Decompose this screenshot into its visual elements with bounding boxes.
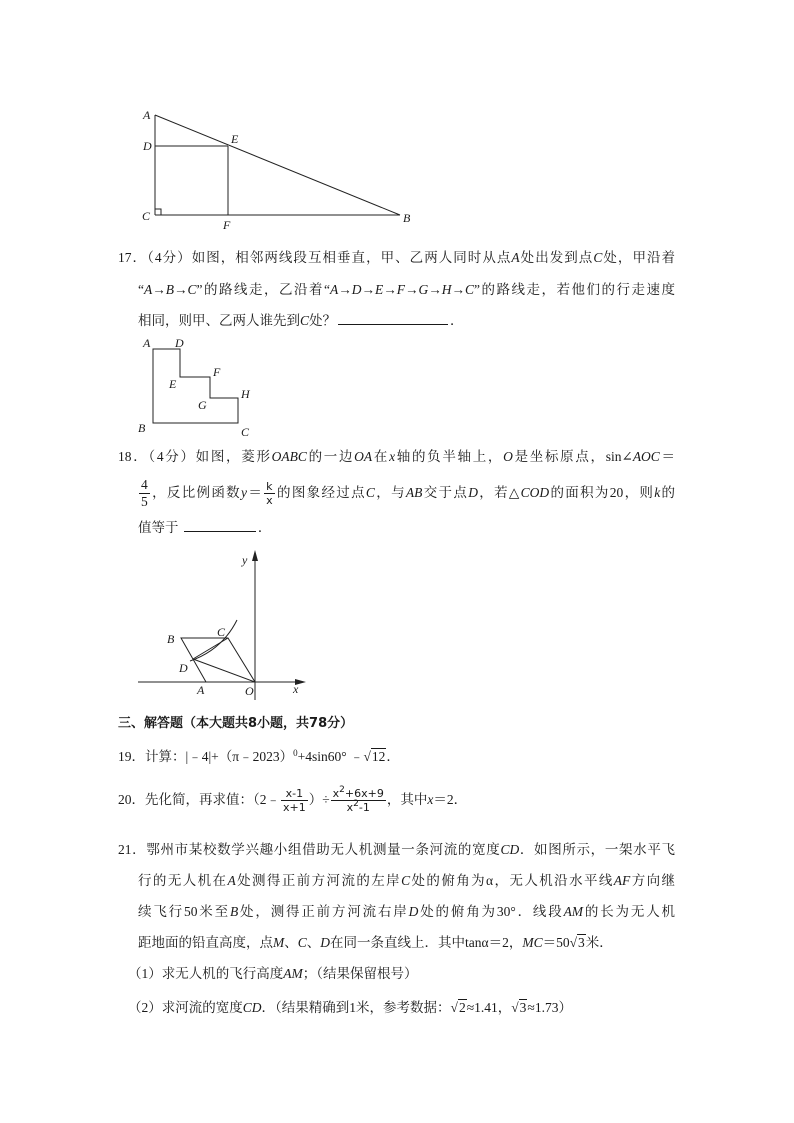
q20-line	[118, 787, 675, 814]
text: ”的路线走，乙沿着“	[196, 282, 330, 297]
text: ．（结果精确到1米，参考数据：	[261, 1000, 451, 1015]
text: 的一边	[306, 449, 355, 464]
text: ≈1.73）	[527, 1000, 572, 1015]
text: 值等于	[138, 520, 182, 535]
segment-do	[193, 659, 255, 682]
text: 方向继	[630, 873, 676, 888]
text: ，其中	[386, 791, 428, 807]
text: 处的俯角为30°．线段	[418, 904, 564, 919]
answer-blank	[338, 324, 448, 325]
q21-line-1	[118, 840, 675, 860]
text: +4sin60° ﹣	[297, 749, 364, 764]
math-var: C	[297, 935, 307, 950]
text: ，与	[374, 484, 406, 500]
label-point-h: H	[241, 387, 250, 401]
text: ）÷	[308, 791, 330, 807]
text: （1）求无人机的飞行高度	[128, 966, 284, 981]
math-var: k	[654, 484, 661, 500]
right-angle-mark	[155, 209, 161, 215]
math-var: AM	[563, 904, 584, 919]
math-var: AM	[283, 966, 303, 981]
text: 米．	[585, 935, 613, 950]
math-var: OABC	[271, 449, 307, 464]
fraction-k-over-x	[264, 480, 275, 507]
text: 17．（4分）如图，相邻两线段互相垂直，甲、乙两人同时从点	[118, 250, 512, 265]
fraction-numerator: k	[264, 480, 275, 494]
text: ．	[386, 749, 400, 764]
label-point-a: A	[197, 683, 205, 697]
radical-sign: √	[450, 1000, 458, 1015]
math-var: A	[227, 873, 236, 888]
q18-line-2	[138, 477, 675, 510]
radicand: 3	[578, 935, 585, 950]
text: ＝	[247, 484, 264, 500]
label-point-d: D	[175, 336, 184, 350]
text: 20．先化简，再求值：（2﹣	[118, 791, 280, 807]
label-point-o: O	[245, 684, 254, 698]
label-point-c: C	[142, 209, 151, 223]
fraction-numerator: x-1	[281, 787, 308, 801]
square-root	[364, 748, 387, 764]
fraction-denominator	[331, 801, 386, 814]
math-var: D	[468, 484, 478, 500]
q18-line-3	[138, 518, 675, 538]
figure-staircase	[135, 332, 260, 442]
route-jia: A→B→C	[144, 282, 197, 297]
label-point-d: D	[143, 139, 152, 153]
label-y-axis: y	[242, 553, 248, 567]
radical-sign: √	[363, 749, 371, 764]
math-var: D	[408, 904, 419, 919]
term: x	[346, 801, 354, 815]
text: ．	[257, 520, 272, 535]
y-axis-arrow-icon	[252, 550, 258, 561]
exponent: 2	[353, 799, 359, 810]
label-point-b: B	[167, 632, 175, 646]
square-root	[570, 934, 586, 950]
math-var: C	[365, 484, 375, 500]
text: 处的俯角为α，无人机沿水平线	[410, 873, 614, 888]
text: 处出发到点	[519, 250, 594, 265]
math-var: M	[273, 935, 285, 950]
label-point-b: B	[403, 211, 411, 225]
math-var: AF	[613, 873, 631, 888]
math-var: OA	[354, 449, 373, 464]
text: ．如图所示，一架水平飞	[519, 842, 676, 857]
math-var: O	[503, 449, 513, 464]
segment-ab	[155, 115, 400, 215]
math-var: x	[389, 449, 396, 464]
label-point-d: D	[179, 661, 188, 675]
fraction-polynomial	[331, 787, 386, 814]
math-var: CD	[500, 842, 520, 857]
q17-line-1	[118, 248, 675, 268]
text: 21．鄂州市某校数学兴趣小组借助无人机测量一条河流的宽度	[118, 842, 501, 857]
text: ＝	[659, 449, 676, 464]
text: 续飞行50米至	[138, 904, 230, 919]
text: 的长为无人机	[583, 904, 676, 919]
math-var: COD	[520, 484, 550, 500]
math-var: AB	[405, 484, 423, 500]
fraction-denominator: 5	[141, 494, 148, 510]
label-point-a: A	[143, 336, 151, 350]
q21-part-1	[128, 964, 675, 984]
math-var: B	[229, 904, 239, 919]
text: 、	[284, 935, 298, 950]
fraction-numerator: 4	[139, 477, 150, 494]
math-var: y	[241, 484, 247, 500]
exponent: 0	[293, 748, 298, 758]
q21-line-3	[138, 902, 675, 922]
radical-sign: √	[569, 935, 578, 950]
figure-right-triangle	[135, 105, 420, 235]
q17-line-3	[138, 311, 675, 331]
text: 的图象经过点	[275, 484, 366, 500]
label-point-a: A	[143, 108, 151, 122]
fraction-denominator: x+1	[283, 801, 306, 815]
text: 、	[306, 935, 321, 950]
math-var: D	[320, 935, 331, 950]
math-var: C	[593, 250, 603, 265]
text: 处，测得正前方河流右岸	[238, 904, 409, 919]
radicand: 2	[458, 1000, 466, 1015]
text: （2）求河流的宽度	[128, 1000, 243, 1015]
q19-line	[118, 747, 675, 767]
text: ≈1.41，	[466, 1000, 512, 1015]
label-point-c: C	[241, 425, 250, 439]
label-x-axis: x	[293, 682, 299, 696]
term: x	[332, 787, 340, 800]
q18-line-1	[118, 447, 675, 467]
label-point-e: E	[231, 132, 239, 146]
text: ，反比例函数	[150, 484, 241, 500]
radical-sign: √	[511, 1000, 519, 1015]
section-heading: 三、解答题（本大题共8小题，共78分）	[118, 716, 354, 731]
label-point-b: B	[138, 421, 146, 435]
square-root	[511, 999, 527, 1015]
text: 轴的负半轴上，	[395, 449, 504, 464]
q21-line-2	[138, 871, 675, 891]
text: 距地面的铅直高度，点	[138, 935, 273, 950]
text: 处测得正前方河流的左岸	[235, 873, 402, 888]
answer-blank	[184, 531, 256, 532]
text: “	[138, 282, 144, 297]
text: 行的无人机在	[138, 873, 228, 888]
text: ＝2．	[433, 791, 468, 807]
term: +6x+9	[344, 787, 384, 800]
text: ；（结果保留根号）	[302, 966, 418, 981]
q17-line-2	[138, 280, 675, 300]
square-root	[451, 999, 467, 1015]
math-var: CD	[242, 1000, 262, 1015]
text: ．	[450, 313, 464, 328]
text: 在同一条直线上．其中tanα＝2，	[330, 935, 523, 950]
radicand: 12	[371, 749, 386, 764]
math-var: A	[511, 250, 520, 265]
figure-coordinate-rhombus	[130, 548, 310, 703]
label-point-e: E	[169, 377, 177, 391]
exponent: 2	[339, 785, 345, 795]
fraction-denominator: x	[266, 494, 273, 508]
text: 19．计算：|﹣4|+（π﹣2023）	[118, 749, 294, 764]
radicand: 3	[519, 1000, 527, 1015]
q21-part-2	[128, 998, 675, 1018]
text: ＝50	[542, 935, 570, 950]
text: 相同，则甲、乙两人谁先到	[138, 313, 300, 328]
label-point-f: F	[213, 365, 221, 379]
staircase-outline	[153, 349, 238, 423]
label-point-f: F	[223, 218, 231, 232]
math-var: C	[300, 313, 310, 328]
math-var: AOC	[632, 449, 660, 464]
route-yi: A→D→E→F→G→H→C	[330, 282, 474, 297]
label-point-g: G	[198, 398, 207, 412]
text: 处？	[309, 313, 337, 328]
term: -1	[358, 801, 370, 815]
math-var: x	[427, 791, 434, 807]
label-point-c: C	[217, 625, 226, 639]
fraction-x-minus-1-over-x-plus-1	[281, 787, 308, 814]
text: 在	[372, 449, 390, 464]
text: ”的路线走，若他们的行走速度	[474, 282, 676, 297]
text: 处，甲沿着	[602, 250, 676, 265]
text: 交于点	[422, 484, 469, 500]
text: 的面积为20，则	[549, 484, 655, 500]
text: ，若△	[477, 484, 521, 500]
text: 18．（4分）如图，菱形	[118, 449, 272, 464]
q21-line-4	[138, 933, 675, 953]
math-var: C	[401, 873, 411, 888]
text: 是坐标原点，sin∠	[512, 449, 633, 464]
text: 的	[660, 484, 676, 500]
fraction-four-fifths	[139, 477, 150, 510]
math-var: MC	[522, 935, 543, 950]
